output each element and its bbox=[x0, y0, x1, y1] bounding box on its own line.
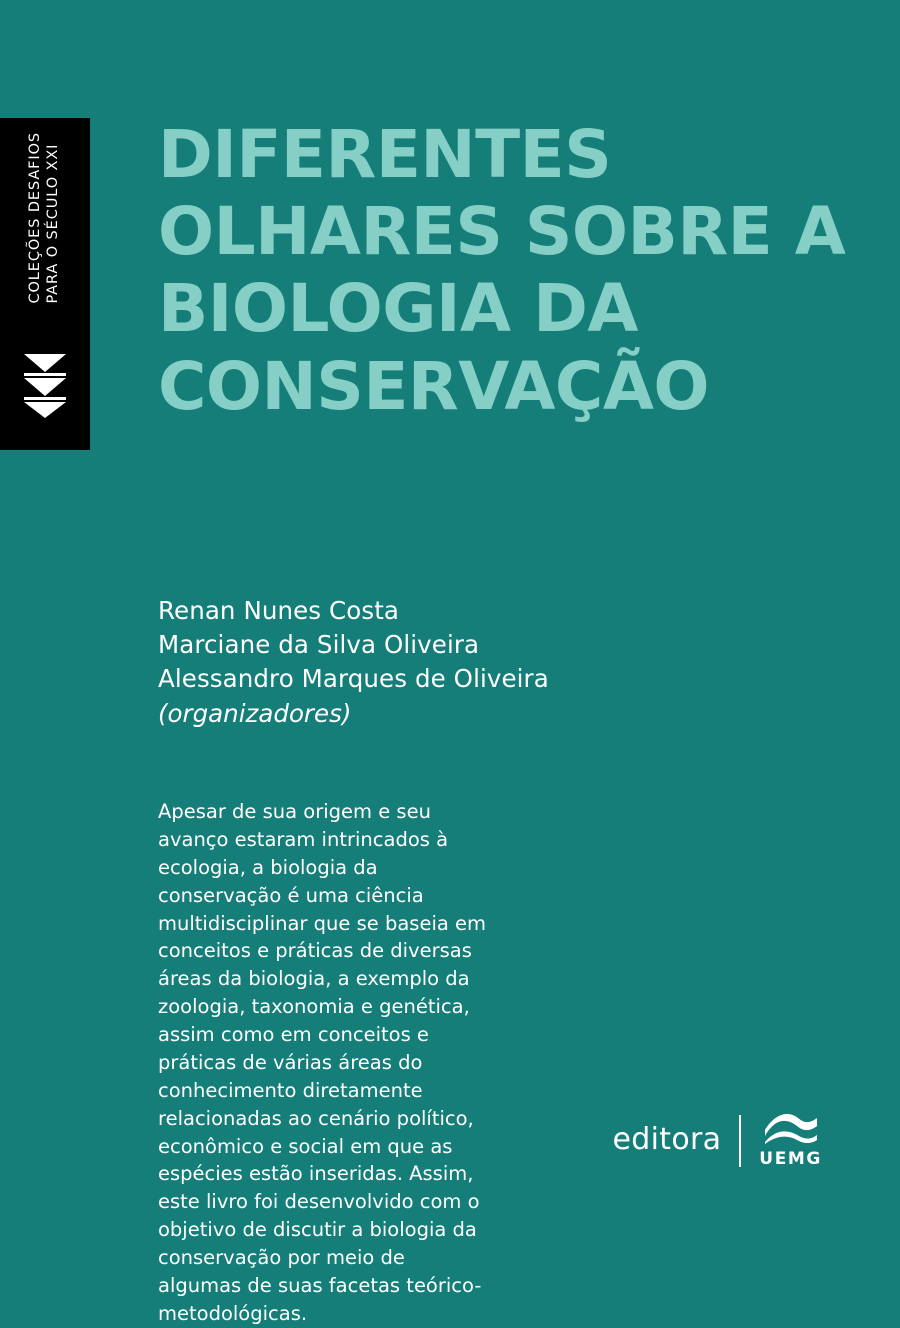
author-name-2: Marciane da Silva Oliveira bbox=[158, 629, 480, 659]
authors-block bbox=[158, 594, 678, 731]
authors-role-label: (organizadores) bbox=[158, 699, 352, 729]
author-name-3: Alessandro Marques de Oliveira bbox=[158, 663, 549, 693]
editora-label: editora bbox=[612, 1122, 722, 1157]
collection-line-2: PARA O SÉCULO XXI bbox=[45, 143, 61, 304]
title-line-1: DIFERENTES bbox=[158, 116, 612, 193]
logo-divider bbox=[739, 1115, 741, 1167]
author-name-1: Renan Nunes Costa bbox=[158, 596, 400, 625]
book-title bbox=[158, 116, 858, 425]
title-line-4: CONSERVAÇÃO bbox=[158, 347, 710, 425]
collection-badge bbox=[0, 118, 90, 450]
title-line-2: OLHARES SOBRE A bbox=[158, 193, 846, 271]
hourglass-diamond-icon bbox=[20, 350, 70, 420]
uemg-wave-icon bbox=[763, 1114, 819, 1144]
collection-line-1: COLEÇÕES DESAFIOS bbox=[27, 132, 44, 304]
uemg-label: UEMG bbox=[759, 1148, 822, 1169]
publisher-logo bbox=[613, 1114, 822, 1168]
title-line-3: BIOLOGIA DA bbox=[158, 270, 638, 348]
uemg-lockup bbox=[759, 1114, 822, 1169]
back-cover-blurb: Apesar de sua origem e seu avanço estaram intrincados à ecologia, a biologia da conservação é uma ciência multidisciplinar que se baseia em conceitos e práticas de diversas áreas da biologia, a exemplo da zoologia, taxonomia e genética, assim como em conceitos e práticas de várias áreas do conhecimento diretamente relacionadas ao cenário político, econômico e social em que as espécies estão inseridas. Assim, este livro foi desenvolvido com o objetivo de discutir a biologia da conservação por meio de algumas de suas facetas teórico-metodológicas. bbox=[158, 800, 486, 1325]
